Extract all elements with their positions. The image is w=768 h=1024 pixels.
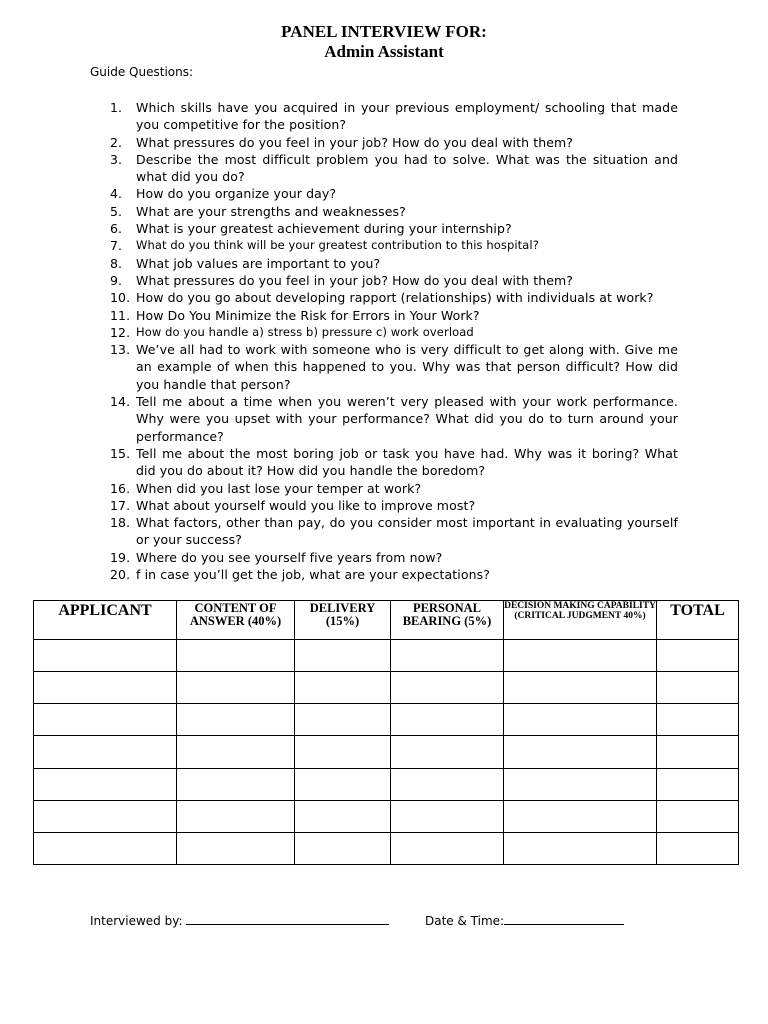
personal-bearing-cell[interactable] bbox=[391, 672, 504, 704]
question-text: What pressures do you feel in your job? How do you deal with them? bbox=[136, 272, 574, 288]
applicant-cell[interactable] bbox=[34, 768, 177, 800]
personal-bearing-cell[interactable] bbox=[391, 832, 504, 864]
header-total: TOTAL bbox=[657, 601, 739, 640]
content-cell[interactable] bbox=[177, 736, 295, 768]
question-number: 5. bbox=[110, 203, 123, 219]
question-item bbox=[110, 566, 678, 583]
table-row bbox=[34, 736, 739, 768]
question-item bbox=[110, 185, 678, 202]
question-text: Tell me about a time when you weren’t very pleased with your work performance. Why were you upset with your performance? What did you do to turn around your performance? bbox=[136, 394, 678, 444]
question-text: What pressures do you feel in your job? How do you deal with them? bbox=[136, 134, 574, 150]
document-title: PANEL INTERVIEW FOR: bbox=[281, 22, 487, 41]
question-item bbox=[110, 549, 678, 566]
content-cell[interactable] bbox=[177, 640, 295, 672]
content-cell[interactable] bbox=[177, 768, 295, 800]
table-row bbox=[34, 768, 739, 800]
applicant-cell[interactable] bbox=[34, 736, 177, 768]
header-applicant: APPLICANT bbox=[34, 601, 177, 640]
question-item bbox=[110, 272, 678, 289]
table-row bbox=[34, 640, 739, 672]
personal-bearing-cell[interactable] bbox=[391, 736, 504, 768]
question-text: What do you think will be your greatest contribution to this hospital? bbox=[136, 238, 539, 253]
question-text: What is your greatest achievement during your internship? bbox=[136, 221, 512, 237]
question-text: How do you organize your day? bbox=[136, 186, 337, 202]
delivery-cell[interactable] bbox=[295, 704, 391, 736]
delivery-cell[interactable] bbox=[295, 832, 391, 864]
question-item bbox=[110, 151, 678, 186]
total-cell[interactable] bbox=[657, 704, 739, 736]
applicant-cell[interactable] bbox=[34, 704, 177, 736]
total-cell[interactable] bbox=[657, 672, 739, 704]
question-item bbox=[110, 393, 678, 445]
question-text: How do you handle a) stress b) pressure c) work overload bbox=[136, 324, 474, 339]
table-header-row bbox=[34, 601, 739, 640]
scoring-table bbox=[33, 600, 739, 865]
question-text: How do you go about developing rapport (relationships) with individuals at work? bbox=[136, 290, 654, 306]
date-time-blank[interactable] bbox=[504, 914, 624, 925]
question-number: 17. bbox=[110, 497, 131, 513]
applicant-cell[interactable] bbox=[34, 832, 177, 864]
total-cell[interactable] bbox=[657, 768, 739, 800]
header-content-of-answer: CONTENT OF ANSWER (40%) bbox=[177, 601, 295, 640]
applicant-cell[interactable] bbox=[34, 800, 177, 832]
header-decision-making: DECISION MAKING CAPABILITY (CRITICAL JUDGMENT 40%) bbox=[504, 601, 657, 640]
question-text: What are your strengths and weaknesses? bbox=[136, 203, 406, 219]
date-time-label: Date & Time: bbox=[425, 914, 505, 928]
guide-questions-label: Guide Questions: bbox=[90, 65, 194, 79]
delivery-cell[interactable] bbox=[295, 800, 391, 832]
question-number: 6. bbox=[110, 221, 123, 237]
question-text: We’ve all had to work with someone who is very difficult to get along with. Give me an example of when this happened to you. Why was that person difficult? How did you handle that person? bbox=[136, 342, 678, 392]
interviewed-by-label: Interviewed by: bbox=[90, 914, 187, 928]
question-number: 2. bbox=[110, 134, 123, 150]
personal-bearing-cell[interactable] bbox=[391, 640, 504, 672]
question-number: 9. bbox=[110, 272, 123, 288]
personal-bearing-cell[interactable] bbox=[391, 768, 504, 800]
question-number: 11. bbox=[110, 307, 131, 323]
position-title: Admin Assistant bbox=[324, 42, 444, 61]
question-text: Describe the most difficult problem you had to solve. What was the situation and what did you do? bbox=[136, 151, 678, 185]
interviewed-by-field bbox=[90, 914, 389, 928]
question-item bbox=[110, 324, 678, 341]
applicant-cell[interactable] bbox=[34, 640, 177, 672]
question-item bbox=[110, 99, 678, 134]
question-number: 4. bbox=[110, 186, 123, 202]
question-item bbox=[110, 514, 678, 549]
question-number: 16. bbox=[110, 480, 131, 496]
content-cell[interactable] bbox=[177, 832, 295, 864]
question-item bbox=[110, 237, 678, 254]
question-number: 18. bbox=[110, 515, 131, 531]
table-row bbox=[34, 800, 739, 832]
total-cell[interactable] bbox=[657, 800, 739, 832]
question-item bbox=[110, 307, 678, 324]
question-number: 8. bbox=[110, 255, 123, 271]
question-item bbox=[110, 134, 678, 151]
delivery-cell[interactable] bbox=[295, 640, 391, 672]
question-text: What factors, other than pay, do you consider most important in evaluating yourself or your success? bbox=[136, 515, 678, 548]
decision-making-cell[interactable] bbox=[504, 768, 657, 800]
table-row bbox=[34, 672, 739, 704]
content-cell[interactable] bbox=[177, 672, 295, 704]
question-number: 13. bbox=[110, 342, 131, 358]
question-number: 20. bbox=[110, 567, 131, 583]
decision-making-cell[interactable] bbox=[504, 800, 657, 832]
applicant-cell[interactable] bbox=[34, 672, 177, 704]
question-text: Which skills have you acquired in your previous employment/ schooling that made you competitive for the position? bbox=[136, 100, 678, 133]
personal-bearing-cell[interactable] bbox=[391, 800, 504, 832]
table-row bbox=[34, 704, 739, 736]
delivery-cell[interactable] bbox=[295, 768, 391, 800]
question-number: 10. bbox=[110, 290, 131, 306]
question-number: 1. bbox=[110, 100, 123, 115]
question-text: What job values are important to you? bbox=[136, 255, 381, 271]
question-item bbox=[110, 255, 678, 272]
question-item bbox=[110, 203, 678, 220]
question-number: 19. bbox=[110, 549, 131, 565]
content-cell[interactable] bbox=[177, 800, 295, 832]
table-row bbox=[34, 832, 739, 864]
total-cell[interactable] bbox=[657, 736, 739, 768]
decision-making-cell[interactable] bbox=[504, 736, 657, 768]
decision-making-cell[interactable] bbox=[504, 832, 657, 864]
question-item bbox=[110, 220, 678, 237]
delivery-cell[interactable] bbox=[295, 672, 391, 704]
question-number: 14. bbox=[110, 394, 131, 410]
header-delivery: DELIVERY (15%) bbox=[295, 601, 391, 640]
question-item bbox=[110, 445, 678, 480]
total-cell[interactable] bbox=[657, 832, 739, 864]
question-number: 12. bbox=[110, 324, 131, 340]
personal-bearing-cell[interactable] bbox=[391, 704, 504, 736]
header-personal-bearing: PERSONAL BEARING (5%) bbox=[391, 601, 504, 640]
question-text: When did you last lose your temper at work? bbox=[136, 480, 422, 496]
question-number: 7. bbox=[110, 238, 123, 254]
question-text: How Do You Minimize the Risk for Errors in Your Work? bbox=[136, 307, 480, 323]
question-item bbox=[110, 497, 678, 514]
question-number: 15. bbox=[110, 445, 131, 461]
question-text: What about yourself would you like to improve most? bbox=[136, 497, 476, 513]
question-list bbox=[110, 99, 678, 583]
decision-making-cell[interactable] bbox=[504, 640, 657, 672]
content-cell[interactable] bbox=[177, 704, 295, 736]
decision-making-cell[interactable] bbox=[504, 672, 657, 704]
question-item bbox=[110, 480, 678, 497]
question-text: f in case you’ll get the job, what are your expectations? bbox=[136, 567, 490, 583]
question-item bbox=[110, 289, 678, 306]
question-text: Where do you see yourself five years from now? bbox=[136, 549, 443, 565]
decision-making-cell[interactable] bbox=[504, 704, 657, 736]
date-time-field bbox=[425, 914, 624, 928]
question-item bbox=[110, 341, 678, 393]
question-number: 3. bbox=[110, 151, 123, 167]
total-cell[interactable] bbox=[657, 640, 739, 672]
delivery-cell[interactable] bbox=[295, 736, 391, 768]
interviewed-by-blank[interactable] bbox=[186, 914, 389, 925]
question-text: Tell me about the most boring job or task you have had. Why was it boring? What did you do about it? How did you handle the boredom? bbox=[136, 445, 678, 479]
